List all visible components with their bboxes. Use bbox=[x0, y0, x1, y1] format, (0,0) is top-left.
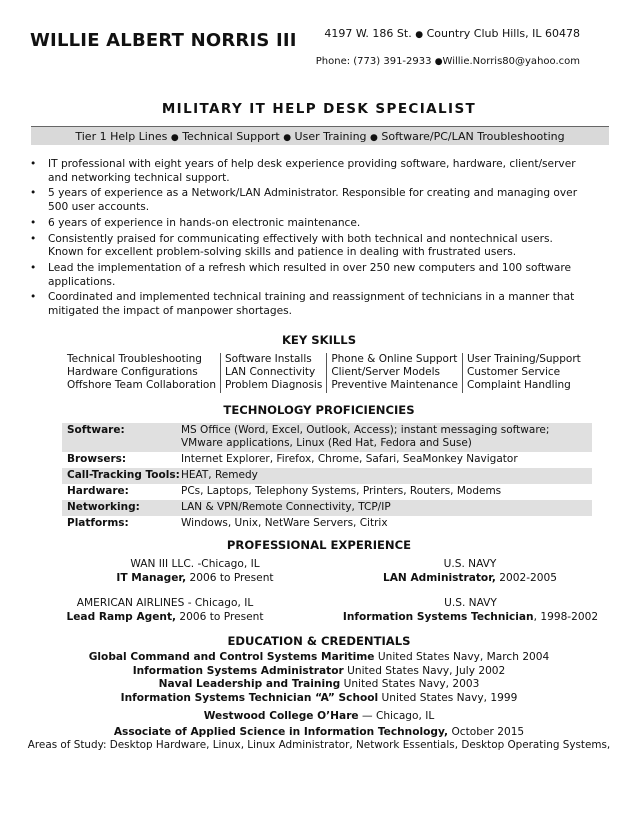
tech-value: Windows, Unix, NetWare Servers, Citrix bbox=[181, 517, 388, 529]
tech-row bbox=[62, 452, 592, 468]
separator-dot: ● bbox=[415, 30, 424, 40]
skill-item: Offshore Team Collaboration bbox=[67, 379, 216, 392]
specialty-banner bbox=[31, 126, 609, 145]
job-role: LAN Administrator, bbox=[382, 571, 496, 584]
skills-column bbox=[64, 353, 221, 393]
tech-table bbox=[62, 423, 592, 532]
separator-dot: ● bbox=[170, 133, 179, 143]
skill-item: User Training/Support bbox=[467, 353, 581, 365]
tech-row bbox=[62, 500, 592, 516]
banner-item: User Training bbox=[294, 130, 367, 143]
job-role-line bbox=[70, 572, 320, 586]
key-skills-heading: KEY SKILLS bbox=[281, 333, 357, 347]
job-dates: 2006 to Present bbox=[176, 610, 264, 623]
banner-item: Technical Support bbox=[182, 130, 280, 143]
tech-row bbox=[62, 516, 592, 532]
credential-item: Global Command and Control Systems Maritime United States Navy, March 2004 bbox=[88, 651, 550, 663]
summary-item: • IT professional with eight years of help desk experience providing software, hardware, client/server and networking technical support. bbox=[30, 158, 576, 184]
email-address: Willie.Norris80@yahoo.com bbox=[442, 56, 580, 67]
address-street: 4197 W. 186 St. bbox=[324, 27, 412, 40]
credential-item: Information Systems Administrator United States Navy, July 2002 bbox=[132, 664, 506, 677]
bullet-icon: • bbox=[30, 232, 37, 245]
banner-item: Tier 1 Help Lines bbox=[75, 130, 168, 143]
separator-dot: ● bbox=[434, 57, 443, 67]
address-city: Country Club Hills, IL 60478 bbox=[426, 27, 580, 40]
skills-column bbox=[327, 353, 463, 393]
tech-value: PCs, Laptops, Telephony Systems, Printers, Routers, Modems bbox=[181, 485, 502, 497]
phone-number: Phone: (773) 391-2933 bbox=[315, 56, 432, 67]
separator-dot: ● bbox=[370, 133, 378, 143]
job-org: U.S. NAVY bbox=[444, 597, 497, 609]
skills-column bbox=[221, 353, 327, 393]
tech-label: Browsers: bbox=[67, 453, 127, 465]
separator-dot: ● bbox=[283, 133, 292, 143]
job-org: U.S. NAVY bbox=[443, 558, 497, 570]
summary-item: • 5 years of experience as a Network/LAN Administrator. Responsible for creating and managing over 500 user accounts. bbox=[30, 187, 578, 213]
job-dates: , 1998-2002 bbox=[533, 610, 599, 623]
credentials-list bbox=[0, 651, 638, 705]
skill-item: Client/Server Models bbox=[331, 366, 441, 379]
job-role-line bbox=[40, 611, 290, 625]
tech-heading: TECHNOLOGY PROFICIENCIES bbox=[223, 403, 415, 417]
credential-item: Information Systems Technician “A” School United States Navy, 1999 bbox=[120, 691, 518, 704]
summary-item: • Consistently praised for communicating effectively with both technical and nontechnical users. Known for excellent problem-solving skills and patience in dealing with frustrated users. bbox=[30, 232, 553, 259]
tech-row bbox=[62, 423, 592, 452]
job-entry bbox=[70, 558, 320, 585]
skill-item: Software Installs bbox=[225, 353, 312, 365]
education-heading: EDUCATION & CREDENTIALS bbox=[227, 634, 411, 648]
job-entry bbox=[338, 597, 603, 624]
summary-item: • 6 years of experience in hands-on electronic maintenance. bbox=[30, 216, 361, 229]
tech-value: Internet Explorer, Firefox, Chrome, Safari, SeaMonkey Navigator bbox=[181, 453, 518, 465]
job-dates: 2006 to Present bbox=[186, 571, 274, 584]
job-dates: 2002-2005 bbox=[495, 571, 558, 584]
bullet-icon: • bbox=[30, 187, 37, 200]
summary-item: • Coordinated and implemented technical training and reassignment of technicians in a manner that mitigated the impact of manpower shortages. bbox=[30, 291, 575, 317]
bullet-icon: • bbox=[30, 262, 37, 275]
tech-row bbox=[62, 468, 592, 484]
credential-item: Naval Leadership and Training United States Navy, 2003 bbox=[158, 678, 480, 691]
experience-heading: PROFESSIONAL EXPERIENCE bbox=[226, 538, 412, 552]
tech-label: Hardware: bbox=[67, 485, 129, 497]
tech-value: MS Office (Word, Excel, Outlook, Access); instant messaging software; VMware applications, Linux (Red Hat, Fedora and Suse) bbox=[181, 424, 550, 449]
job-role: Information Systems Technician bbox=[342, 610, 534, 623]
tech-value: LAN & VPN/Remote Connectivity, TCP/IP bbox=[181, 501, 391, 513]
skills-column bbox=[463, 353, 585, 393]
bullet-icon: • bbox=[30, 291, 37, 304]
summary-item: • Lead the implementation of a refresh which resulted in over 250 new computers and 100 software applications. bbox=[30, 262, 571, 288]
job-org: WAN III LLC. -Chicago, IL bbox=[130, 558, 260, 570]
candidate-name: WILLIE ALBERT NORRIS III bbox=[30, 30, 297, 51]
job-role-line bbox=[338, 611, 603, 625]
bullet-icon: • bbox=[30, 216, 37, 229]
summary-list bbox=[30, 158, 590, 321]
job-role-line bbox=[345, 572, 595, 586]
skill-item: Preventive Maintenance bbox=[331, 379, 458, 392]
skill-item: Hardware Configurations bbox=[67, 366, 198, 379]
contact-address bbox=[324, 27, 580, 40]
bullet-icon: • bbox=[30, 158, 37, 170]
tech-label: Platforms: bbox=[67, 517, 129, 529]
skill-item: Customer Service bbox=[467, 366, 561, 379]
job-entry bbox=[345, 558, 595, 585]
tech-label: Networking: bbox=[67, 501, 140, 513]
job-entry bbox=[40, 597, 290, 624]
job-org: AMERICAN AIRLINES - Chicago, IL bbox=[76, 597, 254, 609]
skill-item: Problem Diagnosis bbox=[225, 379, 323, 392]
resume-title: MILITARY IT HELP DESK SPECIALIST bbox=[161, 101, 477, 117]
skill-item: Technical Troubleshooting bbox=[67, 353, 202, 365]
contact-phone-email bbox=[316, 56, 580, 67]
skill-item: LAN Connectivity bbox=[225, 366, 316, 379]
degree: Associate of Applied Science in Information Technology, October 2015 bbox=[113, 725, 525, 738]
areas-of-study: Areas of Study: Desktop Hardware, Linux, Linux Administrator, Network Essentials, Desktop Operating Systems, bbox=[27, 739, 611, 752]
tech-row bbox=[62, 484, 592, 500]
job-role: IT Manager, bbox=[116, 571, 187, 584]
skill-item: Phone & Online Support bbox=[331, 353, 458, 365]
tech-label: Software: bbox=[67, 424, 125, 436]
skill-item: Complaint Handling bbox=[467, 379, 571, 392]
tech-value: HEAT, Remedy bbox=[181, 469, 258, 481]
college-name: Westwood College O’Hare — Chicago, IL bbox=[203, 710, 435, 722]
tech-label: Call-Tracking Tools: bbox=[67, 469, 180, 481]
key-skills-table bbox=[64, 353, 585, 393]
college-block bbox=[0, 710, 638, 753]
banner-item: Software/PC/LAN Troubleshooting bbox=[381, 130, 565, 143]
job-role: Lead Ramp Agent, bbox=[66, 610, 177, 623]
